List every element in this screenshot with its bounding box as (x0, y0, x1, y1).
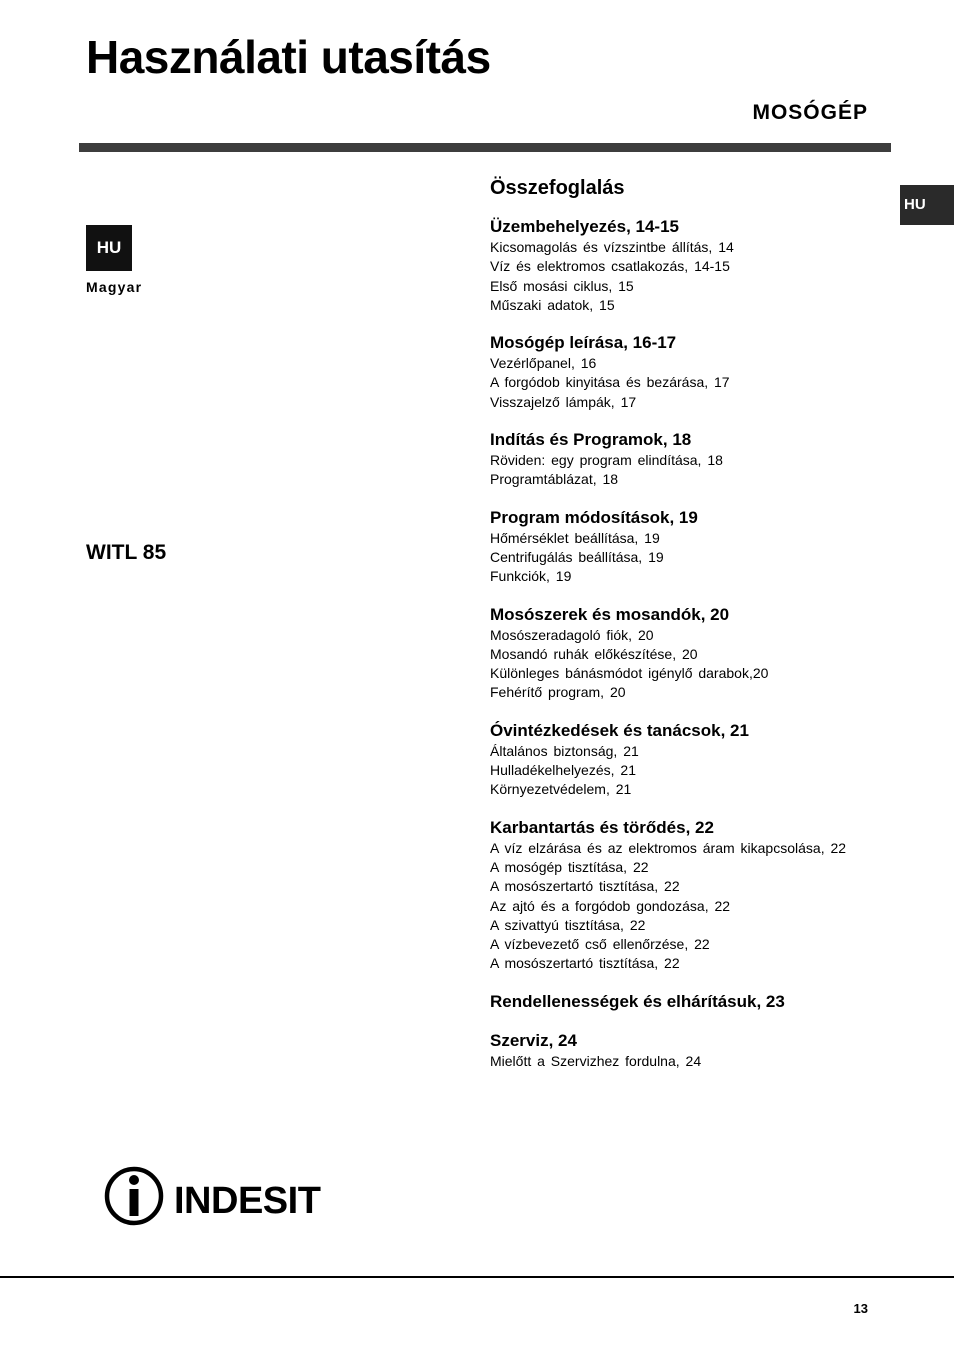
toc-item: Kicsomagolás és vízszintbe állítás, 14 (490, 239, 734, 255)
toc-item: Röviden: egy program elindítása, 18 (490, 452, 723, 469)
toc-item: A forgódob kinyitása és bezárása, 17 (490, 374, 730, 391)
toc-item: Víz és elektromos csatlakozás, 14-15 (490, 258, 730, 275)
toc-section-title: Óvintézkedések és tanácsok, 21 (490, 720, 749, 740)
toc-item: A szivattyú tisztítása, 22 (490, 916, 646, 933)
language-name: Magyar (86, 279, 143, 295)
toc-section-list (490, 216, 890, 1071)
toc-section (490, 429, 890, 490)
toc-item: A víz elzárása és az elektromos áram kikapcsolása, 22 (490, 839, 847, 856)
toc-section (490, 720, 890, 800)
toc-section (490, 991, 890, 1013)
toc-item: Környezetvédelem, 21 (490, 781, 632, 798)
toc-item: Vezérlőpanel, 16 (490, 355, 597, 372)
toc-item: Mielőtt a Szervizhez fordulna, 24 (490, 1052, 702, 1069)
toc-item: A mosószertartó tisztítása, 22 (490, 955, 680, 972)
footer-divider (0, 1276, 954, 1278)
toc-section (490, 507, 890, 587)
language-side-tab: HU (900, 185, 954, 225)
toc-item: A mosószertartó tisztítása, 22 (490, 878, 680, 895)
model-name: WITL 85 (86, 541, 167, 564)
language-code-badge: HU (86, 225, 132, 271)
toc-item: Programtáblázat, 18 (490, 471, 619, 488)
header-divider (79, 143, 891, 152)
toc-item: A vízbevezető cső ellenőrzése, 22 (490, 936, 710, 953)
toc-item: Műszaki adatok, 15 (490, 296, 615, 313)
toc-section-title: Indítás és Programok, 18 (490, 430, 692, 450)
toc-item: Fehérítő program, 20 (490, 684, 626, 701)
toc-section-title: Üzembehelyezés, 14-15 (490, 217, 679, 236)
toc-section-title: Szerviz, 24 (490, 1030, 577, 1050)
page-number: 13 (853, 1301, 868, 1316)
toc-item: Hőmérséklet beállítása, 19 (490, 529, 660, 546)
toc-item: Általános biztonság, 21 (490, 742, 639, 759)
toc-item: Funkciók, 19 (490, 568, 572, 585)
toc-item: Visszajelző lámpák, 17 (490, 393, 637, 410)
toc-section (490, 332, 890, 412)
toc-item: Centrifugálás beállítása, 19 (490, 548, 664, 565)
toc-item: Első mosási ciklus, 15 (490, 277, 634, 294)
toc-item: Mosószeradagoló fiók, 20 (490, 626, 654, 643)
toc-item: Hulladékelhelyezés, 21 (490, 762, 636, 779)
indesit-logo (104, 1166, 334, 1228)
indesit-i-logo-icon (107, 1169, 161, 1223)
toc-section-title: Rendellenességek és elhárításuk, 23 (490, 991, 785, 1011)
toc-item: Az ajtó és a forgódob gondozása, 22 (490, 897, 731, 914)
toc-item: Mosandó ruhák előkészítése, 20 (490, 645, 698, 662)
toc-heading: Összefoglalás (490, 177, 625, 199)
toc-item: Különleges bánásmódot igénylő darabok,20 (490, 665, 769, 682)
toc-section (490, 604, 890, 703)
toc-section-title: Mosógép leírása, 16-17 (490, 333, 677, 353)
table-of-contents (490, 175, 890, 1088)
toc-section (490, 216, 890, 315)
toc-section (490, 1030, 890, 1071)
toc-section-title: Program módosítások, 19 (490, 507, 698, 527)
toc-section-title: Karbantartás és törődés, 22 (490, 817, 714, 837)
page-title: Használati utasítás (86, 31, 491, 83)
toc-section-title: Mosószerek és mosandók, 20 (490, 604, 730, 624)
product-category: MOSÓGÉP (752, 101, 868, 124)
brand-wordmark: INDESIT (174, 1180, 321, 1222)
toc-item: A mosógép tisztítása, 22 (490, 858, 649, 875)
toc-section (490, 817, 890, 974)
